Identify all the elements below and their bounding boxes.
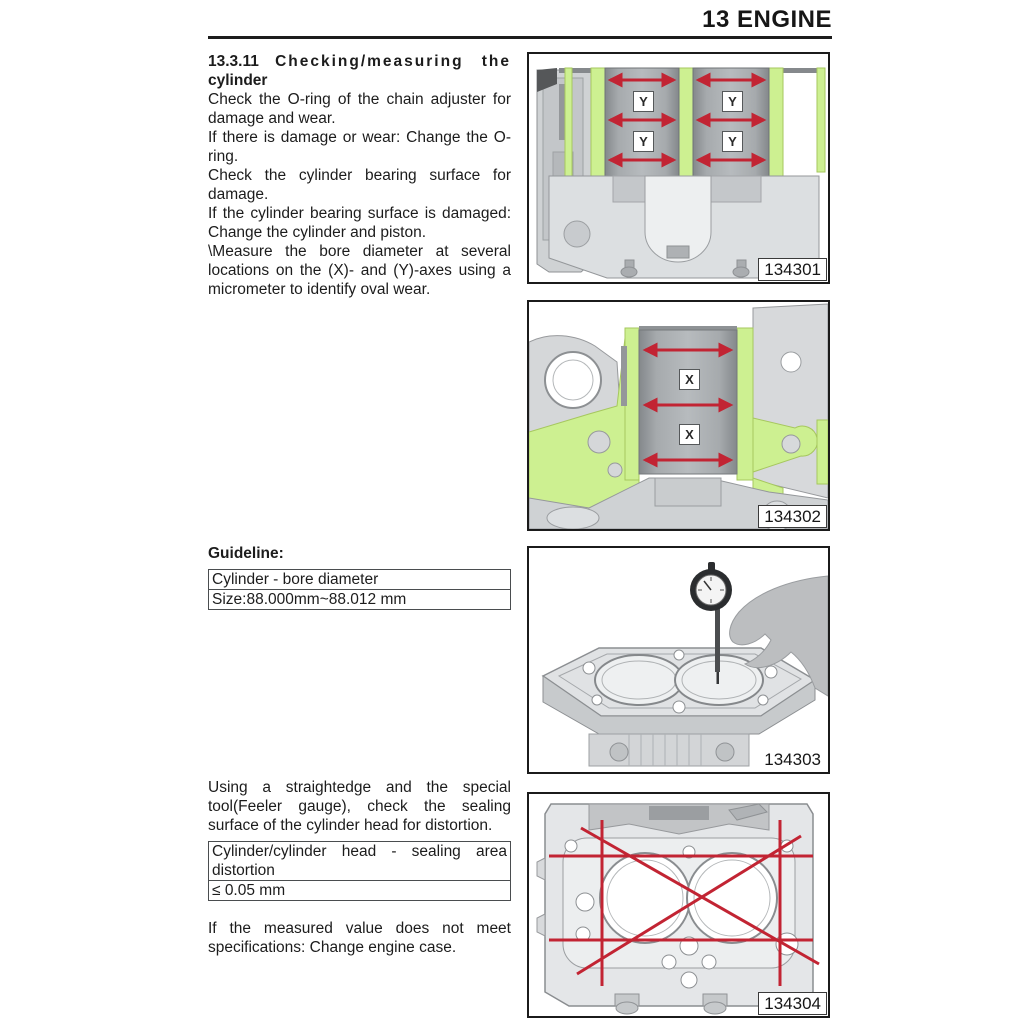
paragraph-check-bearing-surface: Check the cylinder bearing surface for damage. [208, 167, 511, 203]
cylinder-y-axis-measurement-illustration [529, 54, 828, 282]
axis-label-y: Y [722, 91, 743, 112]
spec-table-row: Cylinder/cylinder head - sealing area distortion [212, 843, 507, 879]
axis-label-x: X [679, 424, 700, 445]
chapter-title: 13 ENGINE [702, 6, 832, 33]
figure-134304 [527, 792, 830, 1018]
figure-134301 [527, 52, 830, 284]
paragraph-straightedge: Using a straightedge and the special tool(Feeler gauge), check the sealing surface of the cylinder head for distortion. [208, 778, 511, 834]
cylinder-x-axis-measurement-illustration [529, 302, 828, 529]
axis-label-y: Y [633, 131, 654, 152]
figure-number: 134301 [758, 258, 827, 281]
bore-gauge-measurement-photo [529, 548, 828, 772]
paragraph-change-oring: If there is damage or wear: Change the O-ring. [208, 129, 511, 165]
figure-134303 [527, 546, 830, 774]
distortion-spec-table [208, 841, 511, 901]
figure-number: 134303 [758, 748, 827, 771]
spec-table-row: Size:88.000mm~88.012 mm [209, 589, 510, 609]
spec-table-row: ≤ 0.05 mm [209, 880, 510, 900]
axis-label-x: X [679, 369, 700, 390]
bore-diameter-spec-table [208, 569, 511, 610]
procedure-text-column [208, 52, 511, 299]
axis-label-y: Y [722, 131, 743, 152]
spec-table-row: Cylinder - bore diameter [212, 571, 379, 588]
paragraph-measure-bore: \Measure the bore diameter at several locations on the (X)- and (Y)-axes using a micrometer to identify oval wear. [208, 243, 511, 298]
engine-block-top-view [537, 804, 813, 1014]
figure-134302 [527, 300, 830, 531]
section-number: 13.3.11 [208, 53, 259, 70]
sealing-surface-check-illustration [529, 794, 828, 1016]
figure-number: 134304 [758, 992, 827, 1015]
axis-label-y: Y [633, 91, 654, 112]
engine-side-section [529, 304, 828, 529]
section-title-spaced: Checking/measuring the [275, 53, 511, 70]
paragraph-change-cylinder: If the cylinder bearing surface is damaged: Change the cylinder and piston. [208, 205, 511, 241]
figure-number: 134302 [758, 505, 827, 528]
guideline-label: Guideline: [208, 545, 284, 562]
paragraph-check-oring: Check the O-ring of the chain adjuster for damage and wear. [208, 91, 511, 127]
header-rule [208, 36, 832, 39]
engine-cross-section [537, 68, 825, 278]
section-heading [208, 52, 511, 90]
section-title-rest: cylinder [208, 72, 268, 89]
paragraph-change-engine-case: If the measured value does not meet specifications: Change engine case. [208, 919, 511, 956]
